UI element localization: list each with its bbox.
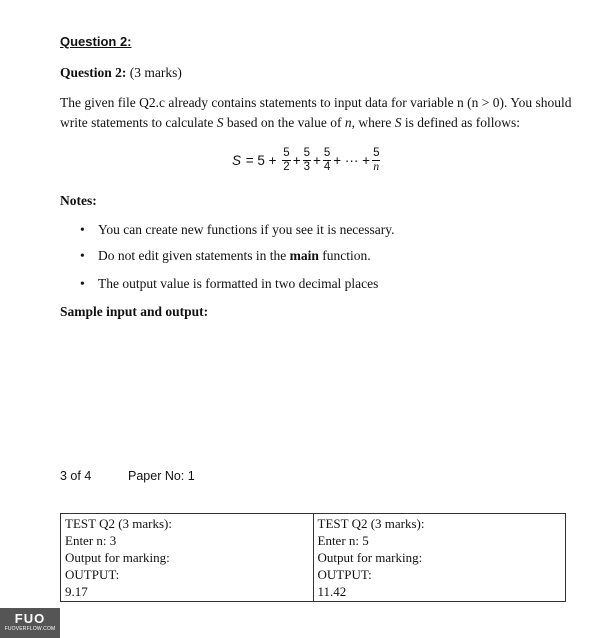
formula-lhs: S [232, 152, 242, 168]
paper-number: Paper No: 1 [128, 469, 195, 483]
sample-line: Output for marking: [317, 550, 423, 565]
formula-ellipsis: + ··· + [333, 152, 371, 168]
formula [232, 140, 381, 180]
sample-line: TEST Q2 (3 marks): [317, 516, 425, 531]
formula-plus: + [313, 152, 321, 168]
fraction-numerator: 5 [303, 146, 310, 159]
formula-eq: = 5 + [242, 152, 281, 168]
bullet-icon: • [80, 248, 85, 263]
page-number: 3 of 4 [60, 469, 92, 483]
desc-text: , where [351, 115, 395, 130]
note-item [80, 222, 395, 238]
fraction [323, 147, 331, 174]
var-s: S [394, 115, 402, 130]
fraction-denominator: n [373, 160, 380, 173]
sample-title: Sample input and output: [60, 304, 209, 319]
question-line [60, 65, 182, 81]
sample-line: Enter n: 5 [317, 533, 369, 548]
sample-io-table [60, 513, 566, 602]
desc-text: The given file Q2.c already contains statements to input data for variable n (n > 0). You should write statements to calculate [60, 95, 572, 130]
question-label: Question 2: [60, 65, 127, 80]
section-heading: Question 2: [60, 34, 132, 49]
watermark-logo [0, 608, 60, 638]
formula-plus: + [292, 152, 301, 168]
sample-cell [61, 514, 314, 602]
fraction-denominator: 3 [303, 160, 310, 173]
note-bold: main [289, 248, 319, 263]
bullet-icon: • [80, 276, 85, 291]
note-item [80, 248, 371, 264]
sample-line: OUTPUT: [65, 567, 120, 582]
logo-text: FUO [14, 611, 46, 626]
desc-text: based on the value of [223, 115, 345, 130]
fraction-denominator: 4 [323, 160, 331, 173]
note-text: The output value is formatted in two decimal places [98, 276, 379, 291]
fraction-numerator: 5 [323, 146, 331, 159]
sample-line: 11.42 [317, 584, 347, 599]
fraction-numerator: 5 [373, 146, 380, 159]
note-text: Do not edit given statements in the [98, 248, 290, 263]
logo-site: FUOVERFLOW.COM [4, 626, 56, 632]
note-text: function. [318, 248, 371, 263]
fraction [282, 147, 290, 174]
notes-title: Notes: [60, 193, 97, 208]
sample-line: Enter n: 3 [65, 533, 117, 548]
var-n: n [344, 115, 352, 130]
fraction [372, 147, 380, 174]
bullet-icon: • [80, 222, 85, 237]
note-item [80, 276, 378, 292]
sample-line: Output for marking: [65, 550, 170, 565]
fraction-denominator: 2 [283, 160, 290, 173]
table-row [61, 514, 566, 602]
fraction-numerator: 5 [283, 146, 290, 159]
desc-text: is defined as follows: [401, 115, 520, 130]
sample-line: TEST Q2 (3 marks): [65, 516, 172, 531]
question-marks: (3 marks) [126, 65, 182, 80]
sample-line: OUTPUT: [317, 567, 372, 582]
sample-cell [313, 514, 566, 602]
fraction [303, 147, 311, 174]
note-text: You can create new functions if you see it is necessary. [98, 222, 395, 237]
var-s: S [216, 115, 224, 130]
sample-line: 9.17 [65, 584, 88, 599]
problem-description [60, 93, 572, 133]
